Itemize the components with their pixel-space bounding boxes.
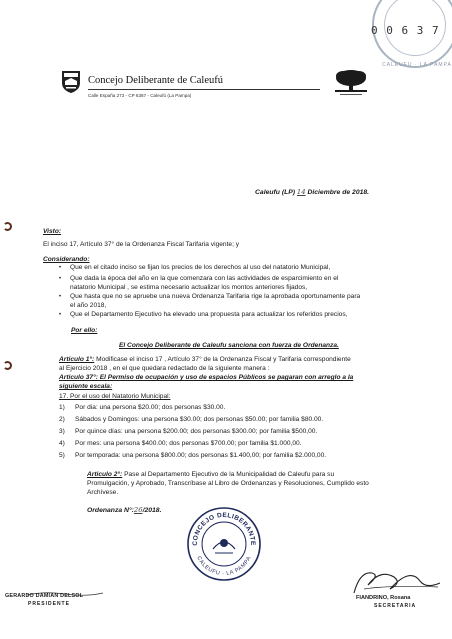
- considerando-item: Que en el citado inciso se fijan los precios de los derechos al uso del natatorio Municipal,: [70, 264, 331, 271]
- considerando-item: Que dada la época del año en la que comenzara con las actividades de esparcimiento en el: [70, 275, 339, 282]
- org-name: Concejo Deliberante de Caleufú: [88, 75, 223, 86]
- tarifa-number: 5): [59, 452, 65, 459]
- punch-hole-bottom: [3, 361, 12, 370]
- punch-hole-top: [3, 222, 12, 231]
- considerando-item-cont: el año 2018,: [70, 302, 107, 309]
- articulo-1-line2: al Ejercicio 2018 , en el que quedara redactado de la siguiente manera :: [59, 365, 270, 372]
- ordenanza-number: [87, 506, 161, 514]
- visto-text: El inciso 17, Artículo 37° de la Ordenanza Fiscal Tarifaria vigente; y: [43, 241, 240, 248]
- considerando-item: Que hasta que no se apruebe una nueva Ordenanza Tarifaria rige la aprobada oportunamente para: [70, 293, 361, 300]
- articulo-2-text: Pase al Departamento Ejecutivo de la Municipalidad de Caleufu para su: [122, 471, 335, 478]
- coat-of-arms-logo: [60, 69, 82, 94]
- articulo-2-line1: [87, 471, 334, 480]
- articulo-1-text: Modificase el inciso 17 , Artículo 37° de la Ordenanza Fiscal y Tarifaria correspondiente: [94, 356, 351, 363]
- visto-heading: Visto:: [43, 228, 62, 235]
- stamp-top-text: CONCEJO DELIBERANTE: [191, 511, 257, 546]
- bullet-dot: •: [59, 276, 62, 282]
- tree-logo: [332, 67, 370, 97]
- tarifa-text: Sábados y Domingos: una persona $30.00; dos personas $50.00; por familia $80.00.: [75, 416, 324, 423]
- tarifa-number: 3): [59, 428, 65, 435]
- header-divider: [88, 89, 320, 90]
- uso-natatorio-heading: 17. Por el uso del Natatorio Municipal:: [59, 393, 171, 400]
- stamp-number: 0 0 6 3 7: [371, 24, 440, 37]
- tarifa-text: Por mes: una persona $400.00; dos personas $700.00; por familia $1.000,00.: [75, 440, 302, 447]
- ordenanza-suffix: /2018.: [142, 507, 162, 514]
- date-line: [255, 188, 369, 196]
- org-address: Calle España 273 - CP 6387 - Caleufú (La Pampa): [88, 93, 192, 98]
- articulo-37-line2: siguiente escala:: [59, 383, 113, 390]
- tarifa-text: Por temporada: una persona $800.00; dos personas $1.400,00; por familia $2.000,00.: [75, 452, 327, 459]
- considerando-item-cont: natatorio Municipal , se estima necesario actualizar los montos anteriores fijados,: [70, 284, 308, 291]
- ordenanza-prefix: Ordenanza N°:: [87, 507, 134, 514]
- considerando-heading: Considerando:: [43, 256, 90, 263]
- secretary-name: FIANDRINO, Rosana: [356, 595, 411, 601]
- considerando-item: Que el Departamento Ejecutivo ha elevado una propuesta para actualizar los referidos precios,: [70, 311, 348, 318]
- stamp-bottom-text: CALEUFU · LA PAMPA: [195, 555, 253, 578]
- tarifa-number: 2): [59, 416, 65, 423]
- articulo-1-line1: [59, 356, 351, 365]
- bullet-dot: •: [59, 294, 62, 300]
- bullet-dot: •: [59, 265, 62, 271]
- president-role: PRESIDENTE: [28, 601, 70, 607]
- date-prefix: Caleufu (LP): [255, 189, 297, 196]
- articulo-2-line3: Archívese.: [87, 489, 119, 496]
- tarifa-text: Por dia: una persona $20.00; dos personas $30.00.: [75, 404, 226, 411]
- ordenanza-handwritten-number: 26: [133, 506, 143, 514]
- sanciona-text: El Concejo Deliberante de Caleufu sanciona con fuerza de Ordenanza.: [119, 342, 339, 349]
- articulo-37-line1: Articulo 37°: El Permiso de ocupación y uso de espacios Públicos se pagaran con arreglo a la: [59, 374, 354, 381]
- date-day: 14: [296, 188, 306, 196]
- embossed-seal-text: CALEUFU · LA PAMPA: [382, 62, 452, 68]
- articulo-2-label: Articulo 2°:: [87, 471, 123, 478]
- bullet-dot: •: [59, 312, 62, 318]
- por-ello-heading: Por ello:: [71, 327, 98, 334]
- articulo-1-label: Articulo 1°:: [59, 356, 95, 363]
- secretary-signature: [350, 563, 445, 597]
- articulo-2-line2: Promulgación, y Aprobado, Transcríbase al Libro de Ordenanzas y Resoluciones, Cumplido esto: [87, 480, 369, 487]
- tarifa-number: 1): [59, 404, 65, 411]
- date-suffix: Diciembre de 2018.: [305, 189, 370, 196]
- official-round-stamp: [185, 505, 263, 583]
- tarifa-number: 4): [59, 440, 65, 447]
- tarifa-text: Por quince días: una persona $200.00; dos personas $300.00; por familia $500,00.: [75, 428, 318, 435]
- secretary-role: SECRETARIA: [374, 603, 417, 609]
- president-name: GERARDO DAMIAN DELSOL: [5, 593, 84, 599]
